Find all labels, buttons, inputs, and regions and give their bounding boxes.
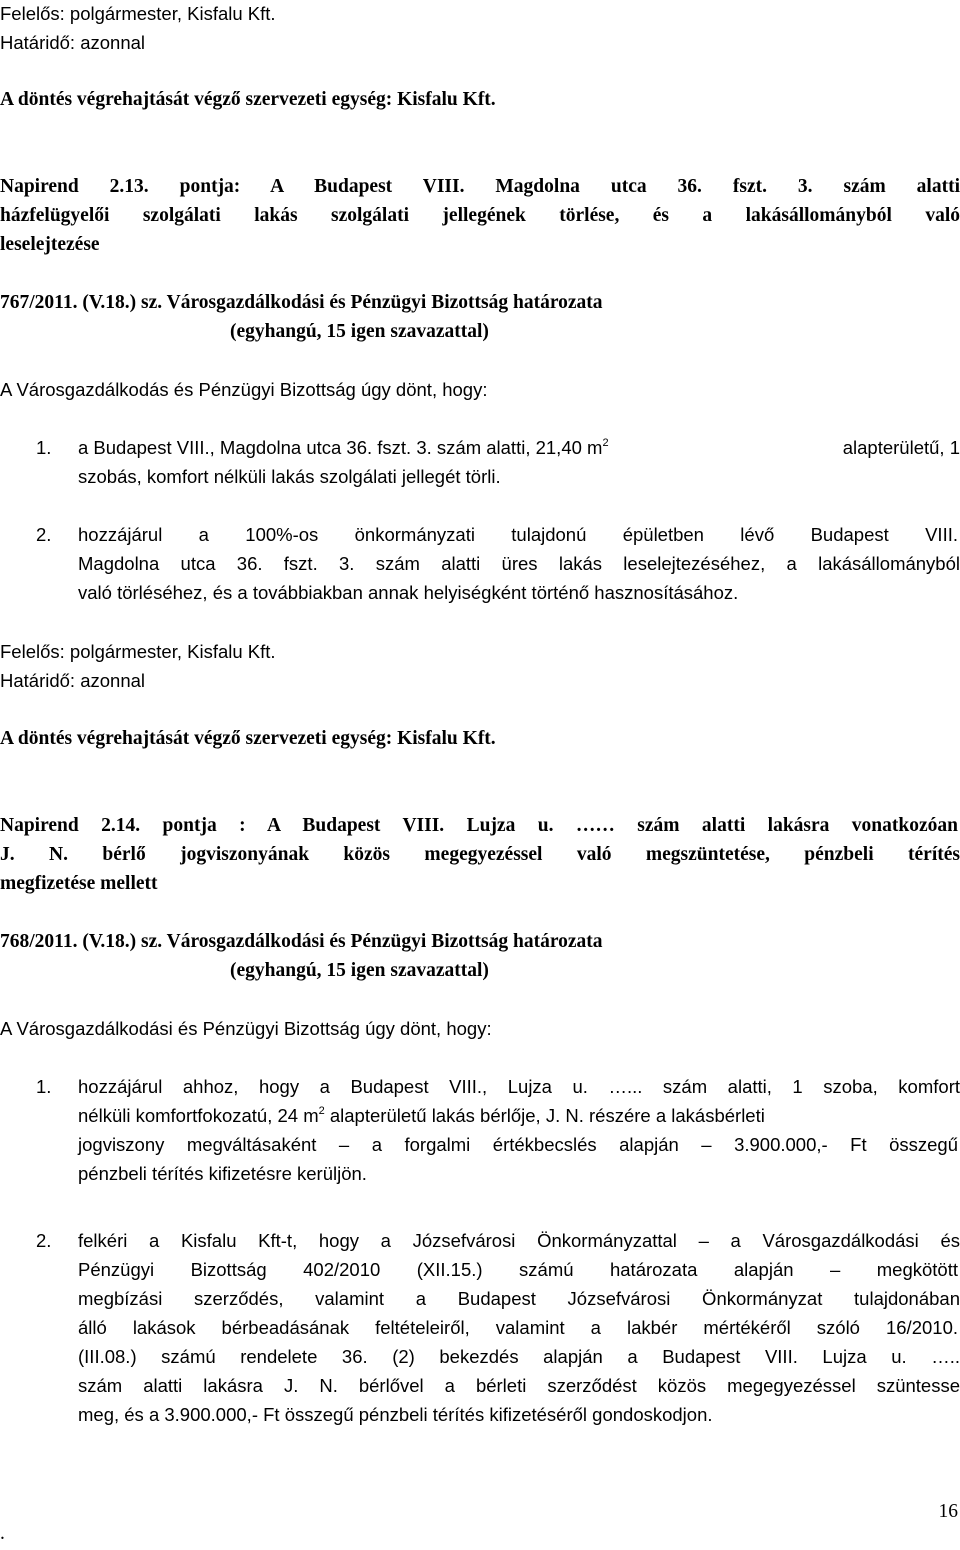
resolution-768-item-2-line-6: szám alatti lakásra J. N. bérlővel a bérleti szerződést közös megegyezéssel szüntesse [78,1375,960,1396]
item-text: nélküli komfortfokozatú, 24 m [78,1105,319,1126]
deadline-line: Határidő: azonnal [0,32,146,53]
resolution-767-item-1-line-2: szobás, komfort nélküli lakás szolgálati jellegét törli. [78,466,501,487]
resolution-767-intro: A Városgazdálkodás és Pénzügyi Bizottság úgy dönt, hogy: [0,379,488,400]
resolution-767-item-1-line-1 [78,436,960,460]
resolution-767-title: 767/2011. (V.18.) sz. Városgazdálkodási és Pénzügyi Bizottság határozata [0,292,603,313]
item-number: 1. [36,1076,52,1097]
resolution-768-item-2-line-2: Pénzügyi Bizottság 402/2010 (XII.15.) számú határozata alapján – megkötött [78,1259,958,1280]
agenda-14-line-2: J. N. bérlő jogviszonyának közös megegyezéssel való megszüntetése, pénzbeli térítés [0,844,960,865]
responsible-line: Felelős: polgármester, Kisfalu Kft. [0,3,276,24]
item-text-end: alapterületű, 1 [842,437,960,458]
resolution-767-item-2-line-3: való törléséhez, és a továbbiakban annak helyiségként történő hasznosításához. [78,582,739,603]
resolution-768-item-2-line-1: felkéri a Kisfalu Kft-t, hogy a Józsefvárosi Önkormányzattal – a Városgazdálkodási és [78,1230,960,1251]
resolution-768-item-2-line-3: megbízási szerződés, valamint a Budapest Józsefvárosi Önkormányzat tulajdonában [78,1288,960,1309]
resolution-768-item-2-line-5: (III.08.) számú rendelete 36. (2) bekezdés alapján a Budapest VIII. Lujza u. ….. [78,1346,960,1367]
item-number: 1. [36,437,52,458]
responsible-line: Felelős: polgármester, Kisfalu Kft. [0,641,276,662]
item-text-end: alapterületű lakás bérlője, J. N. részére a lakásbérleti [324,1105,765,1126]
agenda-14-line-3: megfizetése mellett [0,873,158,894]
item-text: a Budapest VIII., Magdolna utca 36. fszt. 3. szám alatti, 21,40 $m^2$ [78,437,609,458]
agenda-13-line-1: Napirend 2.13. pontja: A Budapest VIII. Magdolna utca 36. fszt. 3. szám alatti [0,176,960,197]
agenda-14-line-1: Napirend 2.14. pontja : A Budapest VIII. Lujza u. …… szám alatti lakásra vonatkozóan [0,815,958,836]
resolution-767-item-2-line-1: hozzájárul a 100%-os önkormányzati tulajdonú épületben lévő Budapest VIII. [78,524,958,545]
page-number: 16 [938,1501,958,1522]
executor-line: A döntés végrehajtását végző szervezeti egység: Kisfalu Kft. [0,728,496,749]
footer-dot: . [0,1523,5,1544]
resolution-768-intro: A Városgazdálkodási és Pénzügyi Bizottság úgy dönt, hogy: [0,1018,492,1039]
item-number: 2. [36,524,52,545]
resolution-768-item-1-line-1: hozzájárul ahhoz, hogy a Budapest VIII., Lujza u. …... szám alatti, 1 szoba, komfort [78,1076,960,1097]
agenda-13-line-3: leselejtezése [0,234,100,255]
executor-line: A döntés végrehajtását végző szervezeti egység: Kisfalu Kft. [0,89,496,110]
resolution-768-vote: (egyhangú, 15 igen szavazattal) [230,960,489,981]
resolution-768-item-2-line-4: álló lakások bérbeadásának feltételeiről, valamint a lakbér mértékéről szóló 16/2010. [78,1317,958,1338]
resolution-768-item-1-line-4: pénzbeli térítés kifizetésre kerüljön. [78,1163,367,1184]
deadline-line: Határidő: azonnal [0,670,146,691]
item-number: 2. [36,1230,52,1251]
resolution-767-vote: (egyhangú, 15 igen szavazattal) [230,321,489,342]
resolution-768-item-2-line-7: meg, és a 3.900.000,- Ft összegű pénzbeli térítés kifizetéséről gondoskodjon. [78,1404,713,1425]
resolution-768-title: 768/2011. (V.18.) sz. Városgazdálkodási és Pénzügyi Bizottság határozata [0,931,603,952]
agenda-13-line-2: házfelügyelői szolgálati lakás szolgálati jellegének törlése, és a lakásállományból való [0,205,960,226]
resolution-767-item-2-line-2: Magdolna utca 36. fszt. 3. szám alatti üres lakás leselejtezéséhez, a lakásállományból [78,553,960,574]
superscript: 2 [318,1105,325,1117]
resolution-768-item-1-line-3: jogviszony megváltásaként – a forgalmi értékbecslés alapján – 3.900.000,- Ft összegű [78,1134,958,1155]
resolution-768-item-1-line-2 [78,1104,960,1128]
